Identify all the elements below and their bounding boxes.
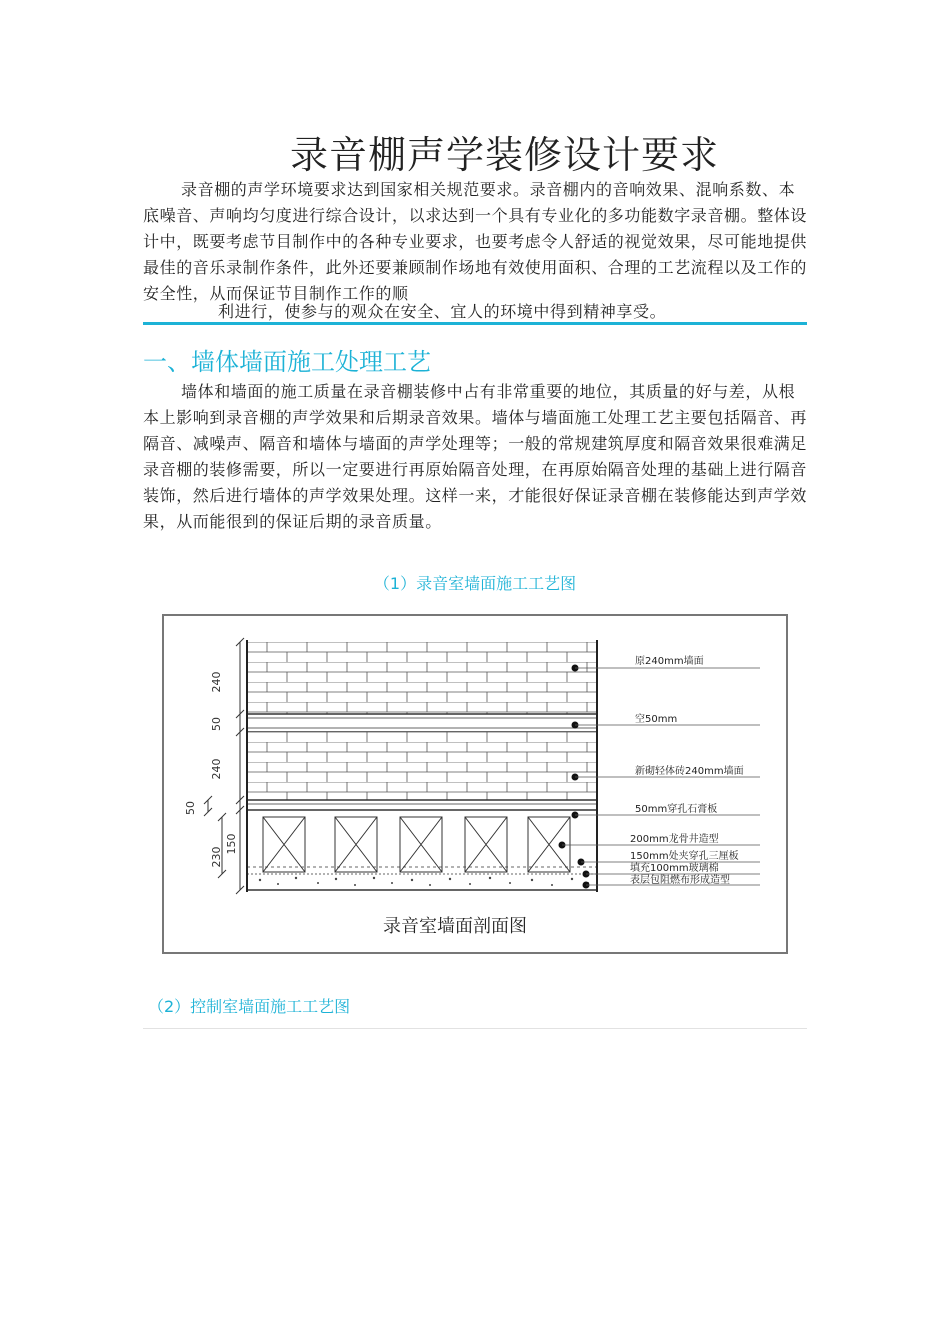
dim-label-6: 230	[210, 846, 223, 868]
dim-label-3: 240	[210, 758, 223, 780]
layer-label-keel: 200mm龙骨井造型	[630, 834, 719, 845]
wall-section-drawing	[160, 612, 790, 957]
layer-label-air-gap: 空50mm	[635, 714, 678, 725]
air-gap	[247, 714, 597, 732]
wall-section-figure	[160, 612, 790, 957]
layer-label-fabric: 表层包阻燃布形成造型	[630, 875, 730, 886]
layer-label-new-wall: 新砌轻体砖240mm墙面	[635, 766, 744, 777]
layer-label-original-wall: 原240mm墙面	[635, 656, 704, 667]
layer-label-plywood: 150mm处夹穿孔三厘板	[630, 851, 739, 862]
figure-caption-1: （1）录音室墙面施工工艺图	[373, 574, 577, 593]
bottom-divider	[143, 1028, 807, 1029]
title-divider	[143, 322, 807, 325]
intro-paragraph: 录音棚的声学环境要求达到国家相关规范要求。录音棚内的音响效果、混响系数、本底噪音、声响均匀度进行综合设计，以求达到一个具有专业化的多功能数字录音棚。整体设计中，既要考虑节目制作中的各种专业要求，也要考虑令人舒适的视觉效果，尽可能地提供最佳的音乐录制作条件，此外还要兼顾制作场地有效使用面积、合理的工艺流程以及工作的安全性，从而保证节目制作工作的顺	[143, 180, 808, 303]
section-heading: 一、墙体墙面施工处理工艺	[143, 348, 431, 376]
figure-caption-2: （2）控制室墙面施工工艺图	[148, 997, 351, 1016]
intro-last-line: 利进行，使参与的观众在安全、宜人的环境中得到精神享受。	[218, 302, 667, 321]
document-title: 录音棚声学装修设计要求	[290, 133, 720, 177]
section-body: 墙体和墙面的施工质量在录音棚装修中占有非常重要的地位，其质量的好与差，从根本上影响到录音棚的声学效果和后期录音效果。墙体与墙面施工处理工艺主要包括隔音、再隔音、减噪声、隔音和墙体与墙面的声学处理等；一般的常规建筑厚度和隔音效果很难满足录音棚的装修需要，所以一定要进行再原始隔音处理，在再原始隔音处理的基础上进行隔音装饰，然后进行墙体的声学效果处理。这样一来，才能很好保证录音棚在装修能达到声学效果，从而能很到的保证后期的录音质量。	[143, 382, 808, 531]
keel-frames	[263, 817, 570, 872]
dim-label-1: 240	[210, 671, 223, 693]
drawing-title: 录音室墙面剖面图	[383, 916, 527, 937]
glass-wool-dots	[259, 877, 589, 886]
new-wall	[247, 732, 597, 800]
original-wall	[247, 642, 597, 714]
layer-label-glass-wool: 填充100mm玻璃棉	[630, 863, 719, 874]
layer-label-gypsum: 50mm穿孔石膏板	[635, 804, 718, 815]
dim-label-2: 50	[210, 717, 223, 731]
dim-label-4: 50	[184, 801, 197, 815]
dim-label-5: 150	[225, 833, 238, 855]
